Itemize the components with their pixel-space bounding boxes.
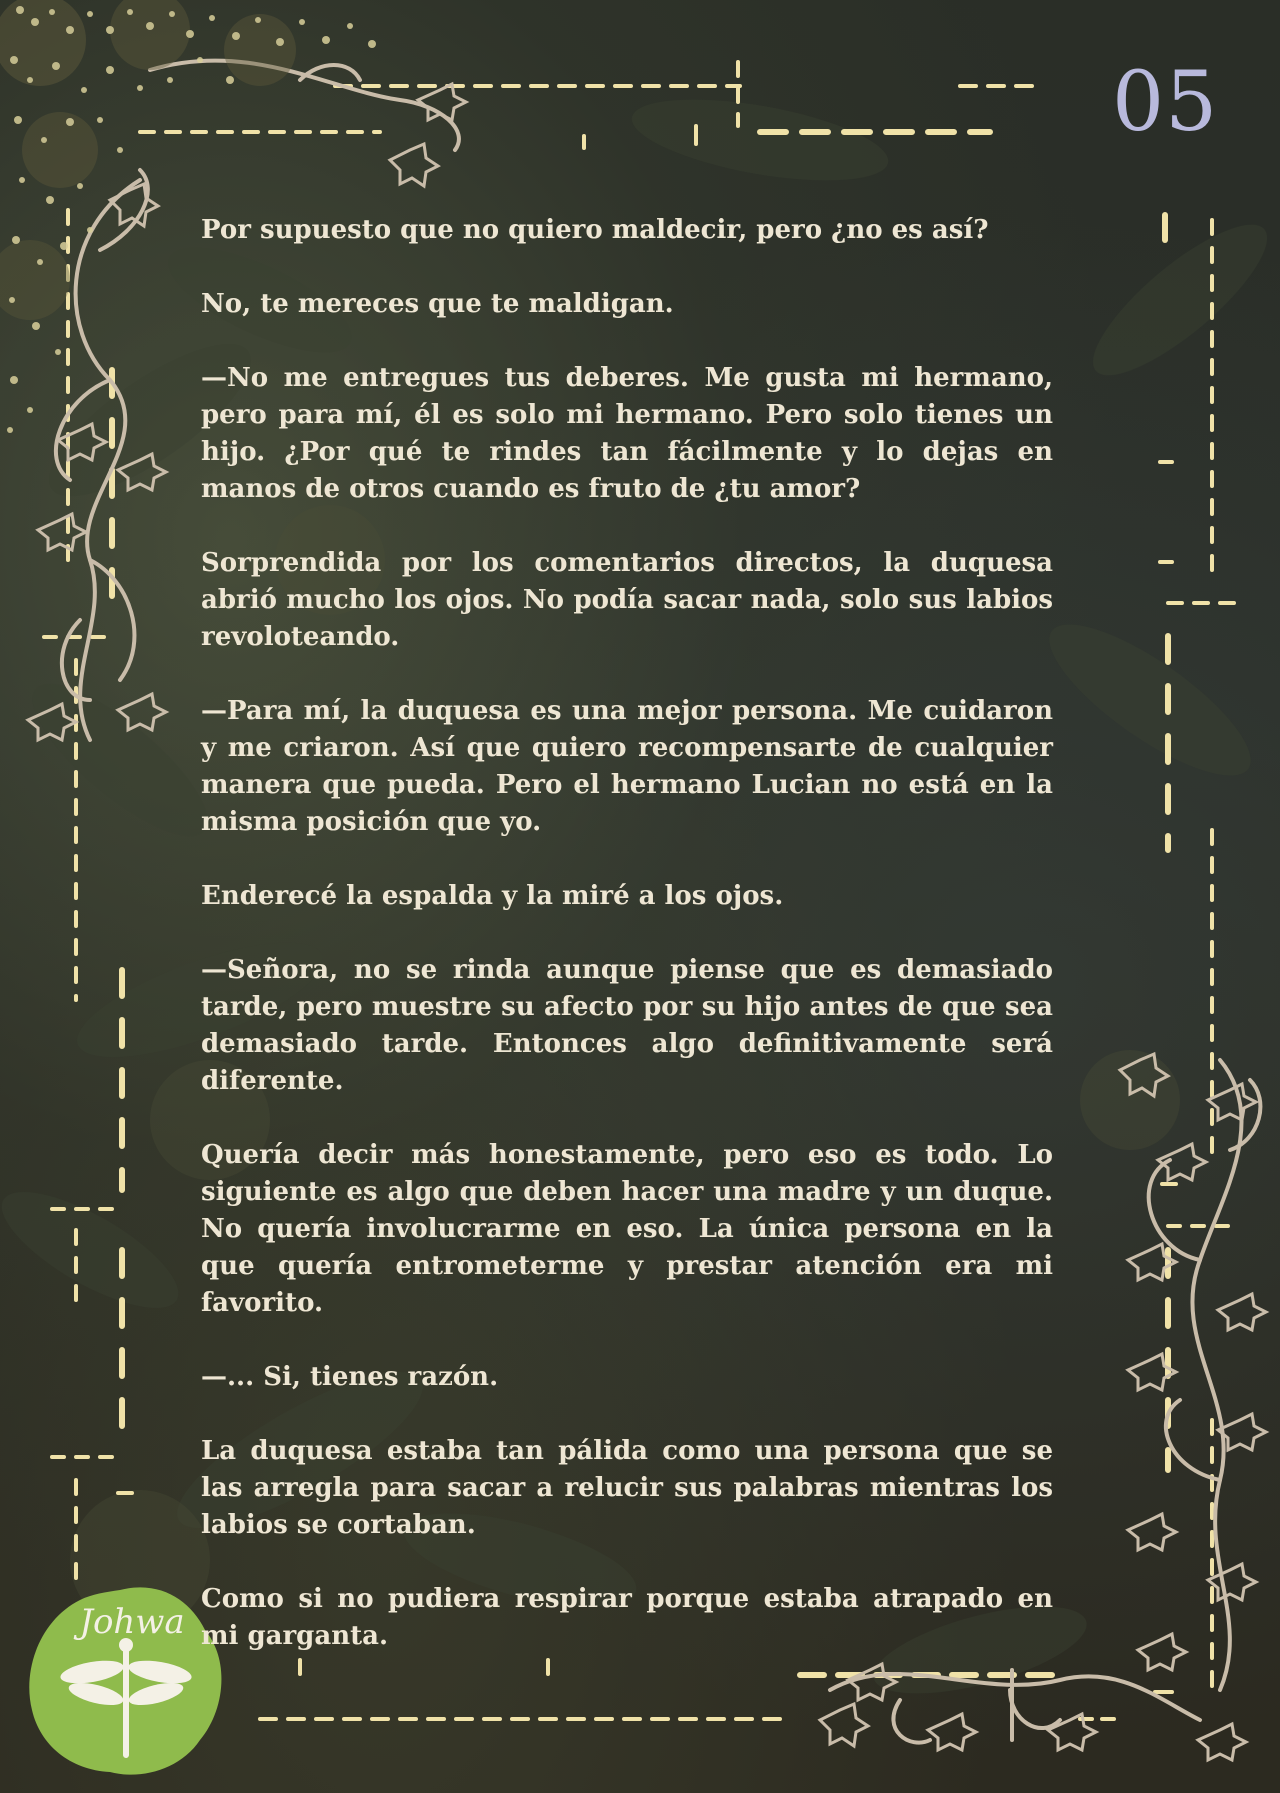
paragraph: —Señora, no se rinda aunque piense que es demasiado tarde, pero muestre su afecto por su hijo antes de que sea demasiado tarde. Entonces algo definitivamente será diferente. — [201, 955, 1053, 1096]
page-number: 05 — [1112, 55, 1219, 150]
paragraph: —... Si, tienes razón. — [201, 1362, 499, 1392]
paragraph: Por supuesto que no quiero maldecir, pero ¿no es así? — [201, 215, 989, 245]
paragraph: Enderecé la espalda y la miré a los ojos. — [201, 881, 784, 911]
paragraph: Sorprendida por los comentarios directos, la duquesa abrió mucho los ojos. No podía sacar nada, solo sus labios revoloteando. — [201, 548, 1053, 652]
paragraph: La duquesa estaba tan pálida como una persona que se las arregla para sacar a relucir sus palabras mientras los labios se cortaban. — [201, 1436, 1053, 1540]
story-text — [201, 212, 1053, 1692]
logo-text: Johwa — [79, 1602, 185, 1642]
paragraph: No, te mereces que te maldigan. — [201, 289, 674, 319]
paragraph: Quería decir más honestamente, pero eso es todo. Lo siguiente es algo que deben hacer una madre y un duque. No quería involucrarme en eso. La única persona en la que quería entrometerme y prestar atención era mi favorito. — [201, 1140, 1053, 1318]
paragraph: Como si no pudiera respirar porque estaba atrapado en mi garganta. — [201, 1584, 1053, 1651]
paragraph: —Para mí, la duquesa es una mejor persona. Me cuidaron y me criaron. Así que quiero recompensarte de cualquier manera que pueda. Pero el hermano Lucian no está en la misma posición que yo. — [201, 696, 1053, 837]
paragraph: —No me entregues tus deberes. Me gusta mi hermano, pero para mí, él es solo mi hermano. Pero solo tienes un hijo. ¿Por qué te rindes tan fácilmente y lo dejas en manos de otros cuando es fruto de ¿tu amor? — [201, 363, 1053, 504]
